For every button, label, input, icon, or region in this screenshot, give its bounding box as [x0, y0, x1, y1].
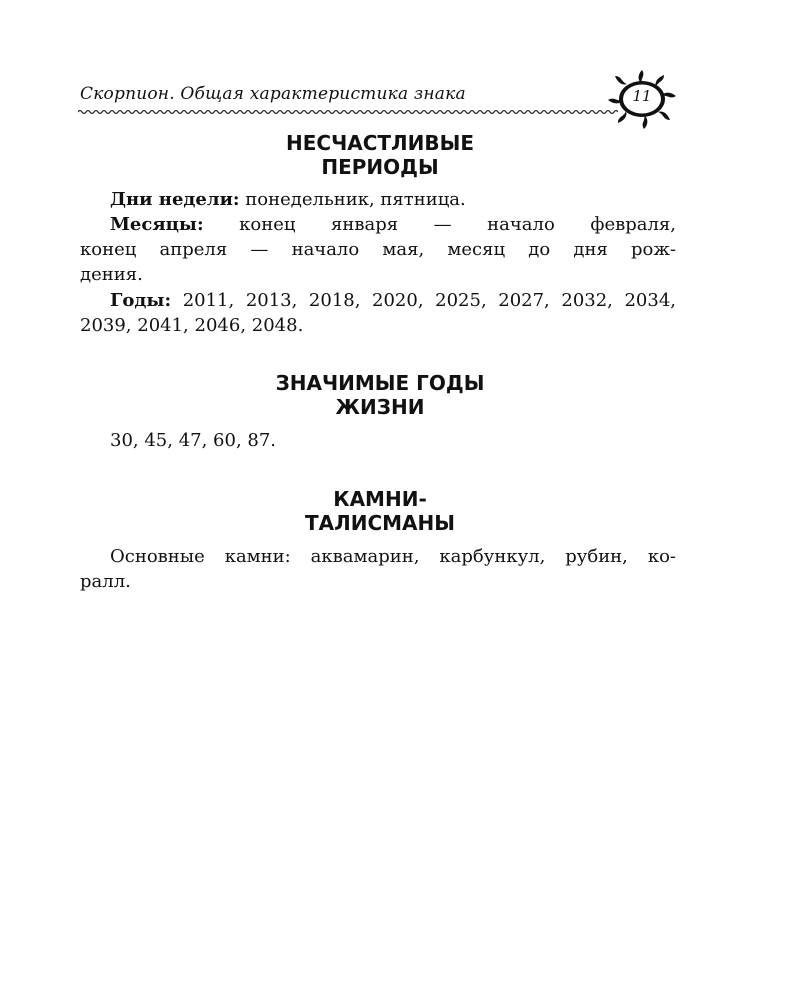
value-years-line: 2039, 2041, 2046, 2048. [80, 315, 304, 336]
wavy-rule [78, 108, 618, 116]
heading-unlucky-periods [80, 131, 680, 179]
heading-line: ЖИЗНИ [335, 395, 425, 419]
value-days: понедельник, пятница. [239, 189, 466, 210]
value-years-line: 2011, 2013, 2018, 2020, 2025, 2027, 2032, 2034, [171, 290, 676, 311]
heading-line: ТАЛИСМАНЫ [305, 511, 455, 535]
page-number: 11 [632, 87, 652, 105]
significant-years-values: 30, 45, 47, 60, 87. [110, 430, 277, 451]
label-years: Годы: [110, 290, 172, 311]
value-months-line: дения. [80, 264, 143, 285]
page-number-badge [604, 66, 680, 132]
paragraph-months [80, 212, 676, 287]
label-days: Дни недели: [110, 189, 240, 210]
heading-talisman-stones [80, 487, 680, 535]
paragraph-years [80, 288, 676, 338]
value-months-line: конец апреля — начало мая, месяц до дня рож- [80, 239, 676, 260]
stones-line: ралл. [80, 571, 131, 592]
label-months: Месяцы: [110, 214, 204, 235]
heading-line: НЕСЧАСТЛИВЫЕ [285, 131, 475, 155]
heading-significant-years [80, 371, 680, 419]
running-title: Скорпион. Общая характеристика знака [80, 84, 466, 104]
value-months-line: конец января — начало февраля, [203, 214, 676, 235]
paragraph-significant-years [80, 428, 676, 453]
paragraph-stones [80, 544, 676, 594]
heading-line: ПЕРИОДЫ [321, 155, 439, 179]
heading-line: КАМНИ- [333, 487, 427, 511]
paragraph-days [80, 187, 676, 212]
stones-line: Основные камни: аквамарин, карбункул, рубин, ко- [110, 546, 676, 567]
heading-line: ЗНАЧИМЫЕ ГОДЫ [275, 371, 485, 395]
